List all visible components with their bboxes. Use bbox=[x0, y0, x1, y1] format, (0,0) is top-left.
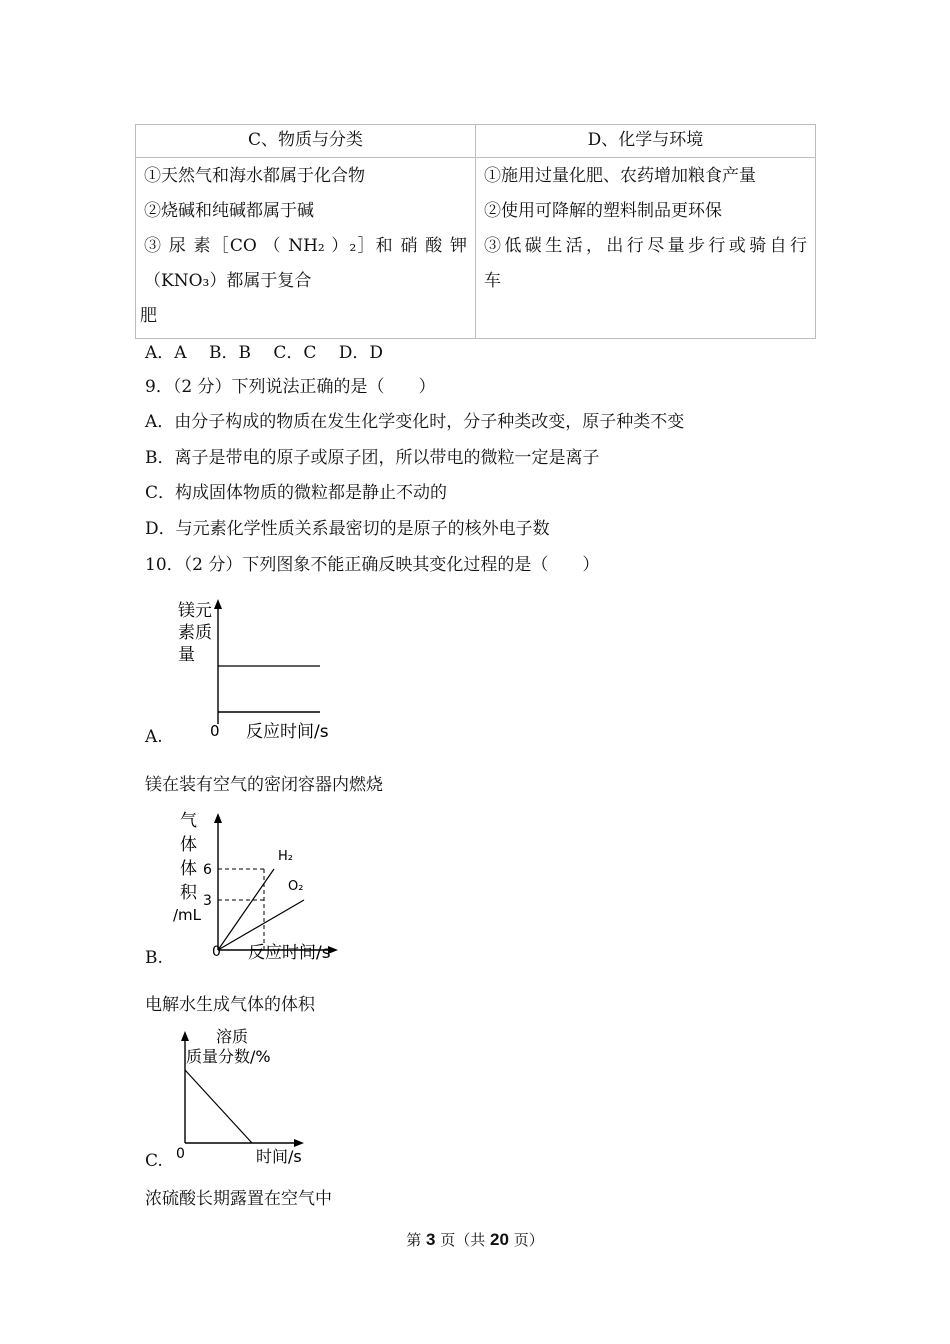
y-label-char: 气 bbox=[180, 811, 197, 831]
q10-item-a-letter: A. bbox=[145, 727, 163, 747]
y-axis-arrow bbox=[214, 813, 222, 823]
origin-label: 0 bbox=[176, 1146, 185, 1162]
footer-prefix: 第 bbox=[406, 1231, 427, 1249]
options-table bbox=[135, 124, 816, 339]
x-axis-label: 时间/s bbox=[256, 1147, 302, 1166]
chart-b-gas-volume bbox=[170, 808, 350, 968]
h2-line bbox=[218, 869, 274, 950]
chart-c-solute-fraction bbox=[170, 1022, 320, 1168]
origin-label: 0 bbox=[210, 722, 220, 740]
footer-total-pages: 20 bbox=[490, 1230, 509, 1249]
x-axis-label: 反应时间/s bbox=[246, 722, 329, 742]
footer-middle: 页（共 bbox=[435, 1231, 491, 1249]
y-label-char: 体 bbox=[180, 835, 197, 855]
c-line: 肥 bbox=[140, 306, 157, 326]
y-tick-3: 3 bbox=[203, 893, 212, 909]
y-label-line-1: 溶质 bbox=[216, 1027, 249, 1046]
table-header-d: D、化学与环境 bbox=[476, 125, 816, 158]
y-label-line-3: 量 bbox=[178, 645, 195, 665]
table-header-c: C、物质与分类 bbox=[136, 125, 476, 158]
d-line: ②使用可降解的塑料制品更环保 bbox=[484, 201, 722, 221]
y-axis-arrow bbox=[214, 599, 222, 609]
c-line: （KNO₃）都属于复合 bbox=[144, 271, 312, 291]
q9-option-d: D．与元素化学性质关系最密切的是原子的核外电子数 bbox=[145, 519, 550, 539]
table-cell-c bbox=[136, 158, 476, 339]
chart-c-series-line bbox=[185, 1070, 252, 1143]
o2-label: O₂ bbox=[288, 879, 304, 894]
c-line: ③ 尿 素［CO （ NH₂ ）₂］和 硝 酸 钾 bbox=[144, 236, 467, 256]
q9-option-c: C．构成固体物质的微粒都是静止不动的 bbox=[145, 483, 448, 503]
q9-stem: 9．（2 分）下列说法正确的是（ ） bbox=[145, 377, 436, 397]
h2-label: H₂ bbox=[278, 849, 293, 864]
q10-item-a-caption: 镁在装有空气的密闭容器内燃烧 bbox=[145, 775, 383, 795]
d-line: ①施用过量化肥、农药增加粮食产量 bbox=[484, 166, 756, 186]
x-axis-label: 反应时间/s bbox=[248, 943, 331, 963]
q10-item-c-letter: C. bbox=[145, 1151, 163, 1171]
y-label-line-2: 素质 bbox=[178, 623, 212, 643]
d-line: 车 bbox=[484, 271, 501, 291]
footer-page-number: 3 bbox=[426, 1230, 436, 1249]
q10-stem: 10．（2 分）下列图象不能正确反映其变化过程的是（ ） bbox=[145, 555, 600, 575]
x-axis-arrow bbox=[294, 1139, 304, 1147]
y-label-char: 体 bbox=[180, 859, 197, 879]
q9-option-b: B．离子是带电的原子或原子团，所以带电的微粒一定是离子 bbox=[145, 448, 600, 468]
c-line: ②烧碱和纯碱都属于碱 bbox=[144, 201, 314, 221]
q10-item-b-letter: B. bbox=[145, 948, 163, 968]
y-label-line-2: 质量分数/% bbox=[186, 1047, 271, 1066]
q9-option-a: A．由分子构成的物质在发生化学变化时，分子种类改变，原子种类不变 bbox=[145, 412, 685, 432]
c-line: ①天然气和海水都属于化合物 bbox=[144, 166, 365, 186]
q10-item-c-caption: 浓硫酸长期露置在空气中 bbox=[145, 1189, 332, 1209]
origin-label: 0 bbox=[212, 944, 221, 960]
y-label-unit: /mL bbox=[173, 906, 202, 924]
y-axis-arrow bbox=[181, 1031, 189, 1041]
chart-a-magnesium-mass bbox=[170, 596, 340, 746]
y-label-char: 积 bbox=[180, 883, 197, 903]
y-label-line-1: 镁元 bbox=[178, 601, 212, 621]
q8-options: A．A B．B C．C D．D bbox=[145, 343, 384, 363]
y-tick-6: 6 bbox=[203, 862, 212, 878]
d-line: ③低碳生活，出行尽量步行或骑自行 bbox=[484, 236, 807, 256]
footer-suffix: 页） bbox=[508, 1231, 544, 1249]
page-footer bbox=[0, 1229, 950, 1250]
table-cell-d bbox=[476, 158, 816, 339]
q10-item-b-caption: 电解水生成气体的体积 bbox=[145, 995, 315, 1015]
